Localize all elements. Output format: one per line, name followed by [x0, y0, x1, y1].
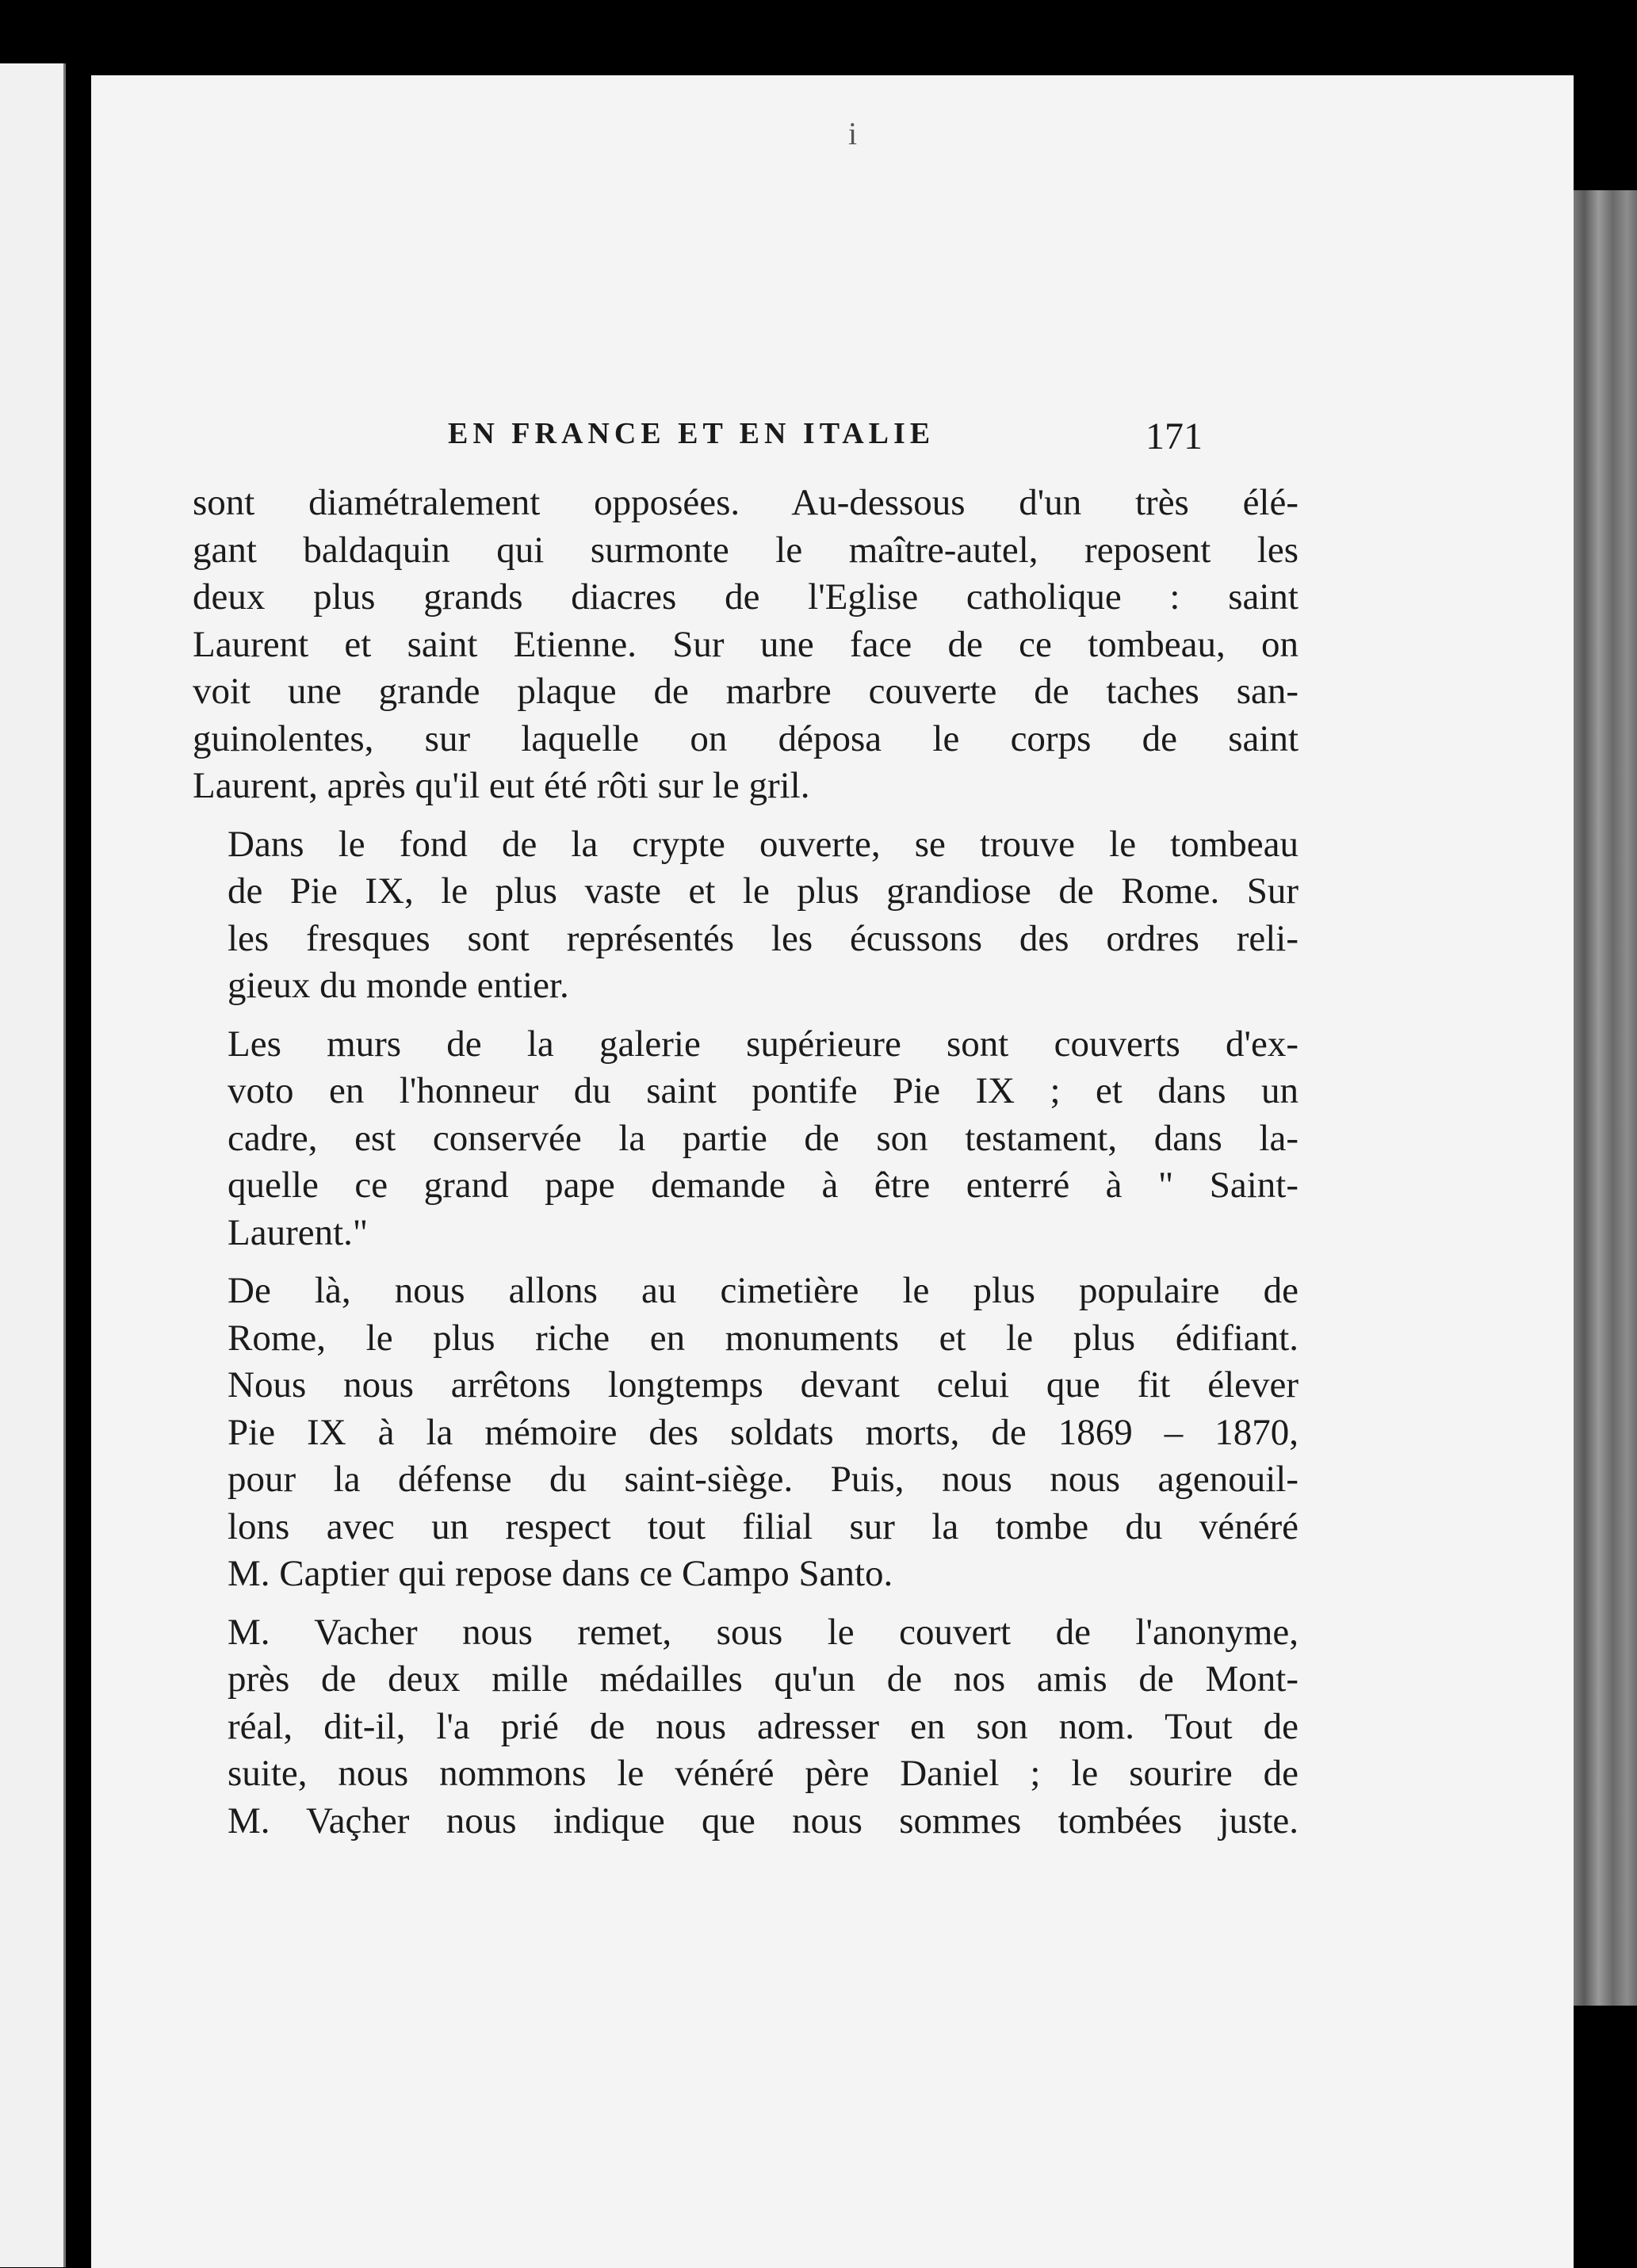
text-line: pour la défense du saint-siège. Puis, nous nous agenouil- [228, 1459, 1299, 1500]
text-line: lons avec un respect tout filial sur la tombe du vénéré [228, 1505, 1299, 1547]
text-line: Les murs de la galerie supérieure sont couverts d'ex- [228, 1023, 1299, 1065]
text-line: cadre, est conservée la partie de son testament, dans la- [228, 1117, 1299, 1159]
text-line: De là, nous allons au cimetière le plus populaire de [228, 1270, 1299, 1311]
text-line: Laurent, après qu'il eut été rôti sur le gril. [193, 765, 810, 806]
text-line: M. Vaçher nous indique que nous sommes tombées juste. [228, 1799, 1299, 1842]
text-line: gieux du monde entier. [228, 965, 569, 1006]
text-line: guinolentes, sur laquelle on déposa le corps de saint [193, 717, 1299, 759]
text-line: les fresques sont représentés les écussons des ordres reli- [228, 917, 1299, 959]
text-line: deux plus grands diacres de l'Eglise catholique : saint [193, 576, 1299, 618]
text-line: voto en l'honneur du saint pontife Pie IX ; et dans un [228, 1070, 1299, 1111]
page-number: 171 [1146, 415, 1203, 457]
page-edge-block [1574, 190, 1637, 2006]
text-line: Dans le fond de la crypte ouverte, se trouve le tombeau [228, 823, 1299, 865]
running-head: EN FRANCE ET EN ITALIE [448, 417, 935, 450]
text-line: Nous nous arrêtons longtemps devant celui que fit élever [228, 1364, 1299, 1406]
text-line: suite, nous nommons le vénéré père Daniel ; le sourire de [228, 1753, 1299, 1794]
text-line: Laurent." [228, 1211, 369, 1253]
facing-page-edge [0, 63, 66, 2267]
text-line: Rome, le plus riche en monuments et le plus édifiant. [228, 1317, 1299, 1359]
text-line: réal, dit-il, l'a prié de nous adresser en son nom. Tout de [228, 1705, 1299, 1747]
text-line: Laurent et saint Etienne. Sur une face de ce tombeau, on [193, 623, 1299, 665]
text-line: M. Captier qui repose dans ce Campo Santo. [228, 1553, 893, 1594]
text-body [193, 480, 1299, 1845]
text-line: sont diamétralement opposées. Au-dessous d'un très élé- [193, 482, 1299, 523]
text-line: près de deux mille médailles qu'un de nos amis de Mont- [228, 1658, 1299, 1700]
paragraph [193, 1609, 1299, 1845]
stray-mark: i [848, 116, 858, 151]
paragraph [193, 1268, 1299, 1598]
text-line: M. Vacher nous remet, sous le couvert de l'anonyme, [228, 1611, 1299, 1653]
text-line: de Pie IX, le plus vaste et le plus grandiose de Rome. Sur [228, 870, 1299, 912]
book-page [91, 75, 1574, 2268]
text-line: gant baldaquin qui surmonte le maître-autel, reposent les [193, 529, 1299, 571]
text-line: Pie IX à la mémoire des soldats morts, de 1869 – 1870, [228, 1411, 1299, 1453]
text-line: voit une grande plaque de marbre couverte de taches san- [193, 671, 1299, 712]
paragraph [193, 480, 1299, 810]
paragraph [193, 821, 1299, 1010]
text-line: quelle ce grand pape demande à être enterré à " Saint- [228, 1165, 1299, 1206]
paragraph [193, 1021, 1299, 1257]
